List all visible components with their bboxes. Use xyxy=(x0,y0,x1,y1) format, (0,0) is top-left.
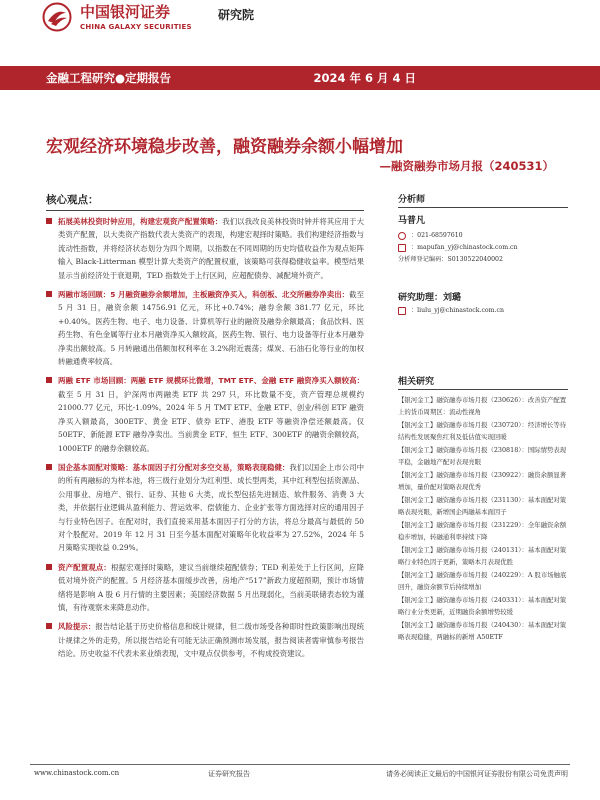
bullet-text: 我们以我改良美林投资时钟并将其应用于大类资产配置，以大类资产指数代表大类资产的表现，构建宏观择时策略。我们构建经济指数与流动性指数，并将经济状态划分为四个周期，以指数在不同周期的历史均值收益作为观点矩阵输入 Black-Litterman 模型计算大类资产的配置权重，该策略可获得稳健收益率。模型结果显示当前经济处于衰退期，TED 指数处于上行区间，应超配债券、减配境外资产。 xyxy=(58,217,364,280)
galaxy-logo-icon xyxy=(42,2,72,32)
related-heading: 相关研究 xyxy=(398,377,435,387)
core-views-section xyxy=(46,192,364,667)
email-icon xyxy=(398,307,406,315)
phone-icon xyxy=(398,232,406,240)
bullet-square-icon xyxy=(46,464,52,470)
related-link[interactable]: 【银河金工】融资融券市场月报（231130）：基本面配对策略表现亮眼，新增国企两融基本面因子 xyxy=(398,496,567,516)
related-link[interactable]: 【银河金工】融资融券市场月报（231229）：全年融资余额稳步增加，转融通利率持续下降 xyxy=(398,521,567,541)
bullet-item xyxy=(46,288,364,368)
bullet-lead: 两融市场回顾：5 月融资融券余额增加，主板融资净买入，科创板、北交所融券净卖出： xyxy=(58,290,350,300)
related-link[interactable]: 【银河金工】融资融券市场月报（230720）：经济增长等待结构性发展聚焦红利及低估值实现回暖 xyxy=(398,421,567,441)
related-link[interactable]: 【银河金工】融资融券市场月报（230922）：融资余额显著增加，量价配对策略表现优秀 xyxy=(398,471,567,491)
bullet-text: 截至 5 月 31 日，融资余额 14756.91 亿元，环比+0.74%；融券余额 381.77 亿元，环比+0.40%。医药生物、电子、电力设备、计算机等行业的融资及融券余额最高；食品饮料、医药生物、有色金属等行业本月融资净买入额较高，医药生物、银行、电力设备等行业本月融券净卖出额较高。5 月转融通出借额加权利率在 3.2%附近震荡；煤炭、石油石化等行业的加权转融通费率较高。 xyxy=(58,290,364,367)
divider xyxy=(46,210,364,211)
divider xyxy=(398,389,568,390)
assistant-heading: 研究助理：刘璐 xyxy=(398,293,462,303)
bullet-item xyxy=(46,561,364,615)
bullet-lead: 资产配置观点： xyxy=(58,562,111,572)
related-link[interactable]: 【银河金工】融资融券市场月报（240131）：基本面配对策略行业特色因子更新，策略本月表现优胜 xyxy=(398,546,567,566)
report-title: 宏观经济环境稳步改善，融资融券余额小幅增加 xyxy=(46,137,403,157)
bullet-lead: 两融 ETF 市场回顾：两融 ETF 规模环比微增，TMT ETF、金融 ETF 融资净买入额较高： xyxy=(58,376,364,386)
analyst-cert xyxy=(398,254,568,266)
email-icon xyxy=(398,244,406,252)
bullet-square-icon xyxy=(46,377,52,383)
analyst-name: 马普凡 xyxy=(398,216,426,226)
bullet-lead: 拓展美林投资时钟应用，构建宏观资产配置策略： xyxy=(58,217,223,226)
bullet-square-icon xyxy=(46,218,52,224)
assistant-email-text[interactable]: ：liulu_yj@chinastock.com.cn xyxy=(411,307,504,314)
footer-report-type: 证券研究报告 xyxy=(208,770,250,778)
report-category: 金融工程研究●定期报告 xyxy=(46,71,172,85)
analyst-phone xyxy=(398,230,568,242)
related-link[interactable]: 【银河金工】融资融券市场月报（240229）：A 股市场触底回升，融资余额节后持续增加 xyxy=(398,571,567,591)
report-banner xyxy=(0,66,600,90)
company-logo xyxy=(40,0,280,42)
bullet-lead: 风险提示： xyxy=(58,622,96,632)
related-link[interactable]: 【银河金工】融资融券市场月报（230818）：国际情势表现平稳，金融地产配对表现亮眼 xyxy=(398,446,567,466)
logo-english-name: CHINA GALAXY SECURITIES xyxy=(80,23,192,31)
report-subtitle: —融资融券市场月报（240531） xyxy=(379,159,554,173)
analyst-email[interactable] xyxy=(398,242,568,254)
related-research-section xyxy=(398,374,568,645)
email-text[interactable]: ：mapufan_yj@chinastock.com.cn xyxy=(411,244,518,251)
related-link[interactable]: 【银河金工】融资融券市场月报（230626）：改善资产配置上的货币周期区：流动性视角 xyxy=(398,396,567,416)
bullet-lead: 国企基本面配对策略：基本面因子打分配对多空交易，策略表现稳健： xyxy=(58,462,290,472)
footer-website-link[interactable]: www.chinastock.com.cn xyxy=(34,769,120,777)
bullet-item xyxy=(46,374,364,454)
analyst-heading: 分析师 xyxy=(398,195,426,205)
phone-text: ：021-68597610 xyxy=(411,232,463,239)
bullet-text: 报告结论基于历史价格信息和统计规律，但二级市场受各种即时性政策影响出现统计规律之外的走势，所以报告结论有可能无法正确预测市场发展，报告阅读者需审慎参考报告结论。历史收益不代表未来业绩表现，文中观点仅供参考，不构成投资建议。 xyxy=(58,622,364,659)
bullet-item xyxy=(46,215,364,282)
bullet-square-icon xyxy=(46,564,52,570)
footer-disclaimer: 请务必阅读正文最后的中国银河证券股份有限公司免责声明 xyxy=(386,770,568,778)
core-views-heading: 核心观点： xyxy=(46,194,99,206)
bullet-item xyxy=(46,461,364,555)
bullet-item xyxy=(46,620,364,660)
bullet-square-icon xyxy=(46,623,52,629)
bullet-text: 截至 5 月 31 日，沪深两市两融类 ETF 共 297 只，环比数量不变，资产管理总规模约 21000.77 亿元，环比-1.09%。2024 年 5 月 TMT ETF、金融 ETF、创业/科创 ETF 融资净买入额最高，300ETF、黄金 ETF、债券 ETF、港股 ETF 等融资净偿还额最高。仅 50ETF、新能源 ETF 融券净卖出。当前黄金 ETF、恒生 ETF、300ETF 的融资余额较高，1000ETF 的融券余额较高。 xyxy=(58,389,364,453)
divider xyxy=(398,207,568,208)
related-link[interactable]: 【银河金工】融资融券市场月报（240430）：基本面配对策略表现稳健，两融标的新增 A50ETF xyxy=(398,621,567,641)
bullet-text: 根据宏观择时策略，建议当前继续超配债券；TED 利差处于上行区间，应降低对境外资产的配置。5 月经济基本面缓步改善，房地产“517”新政力度超预期，预计市场情绪将是影响 A 股 6 月行情的主要因素；美国经济数据 5 月出现弱化，当前美联储表态较为谨慎，有待观察未来降息动作。 xyxy=(58,562,364,612)
related-link[interactable]: 【银河金工】融资融券市场月报（240331）：基本面配对策略行业分类更新，近期融资余额增势较缓 xyxy=(398,596,567,616)
cert-text: 分析师登记编码：S0130522040002 xyxy=(398,256,503,263)
footer-divider xyxy=(30,764,570,765)
logo-chinese-name: 中国银河证券 xyxy=(80,3,171,21)
institute-label: 研究院 xyxy=(218,8,255,22)
report-date: 2024 年 6 月 4 日 xyxy=(313,71,416,85)
assistant-email[interactable] xyxy=(398,305,568,317)
bullet-text: 我们以国企上市公司中的所有两融标的为样本池，将三级行业划分为红利型、成长型两类，其中红利型包括资源品、公用事业、房地产、银行、证券、其他 6 大类，成长型包括先进制造、软件服务、消费 3 大类，并依据行业逻辑从盈利能力、营运效率、偿债能力、企业扩张等方面选择对应的通用因子与行业特色因子。在配对时，我们直接采用基本面因子打分的方法，将总分最高与最低的 50 对个股配对。2019 年 12 月 31 日至今基本面配对策略年化收益率为 27.52%，2024 年 5 月策略实现收益 0.29%。 xyxy=(58,462,364,553)
analyst-section xyxy=(398,192,568,317)
bullet-square-icon xyxy=(46,291,52,297)
